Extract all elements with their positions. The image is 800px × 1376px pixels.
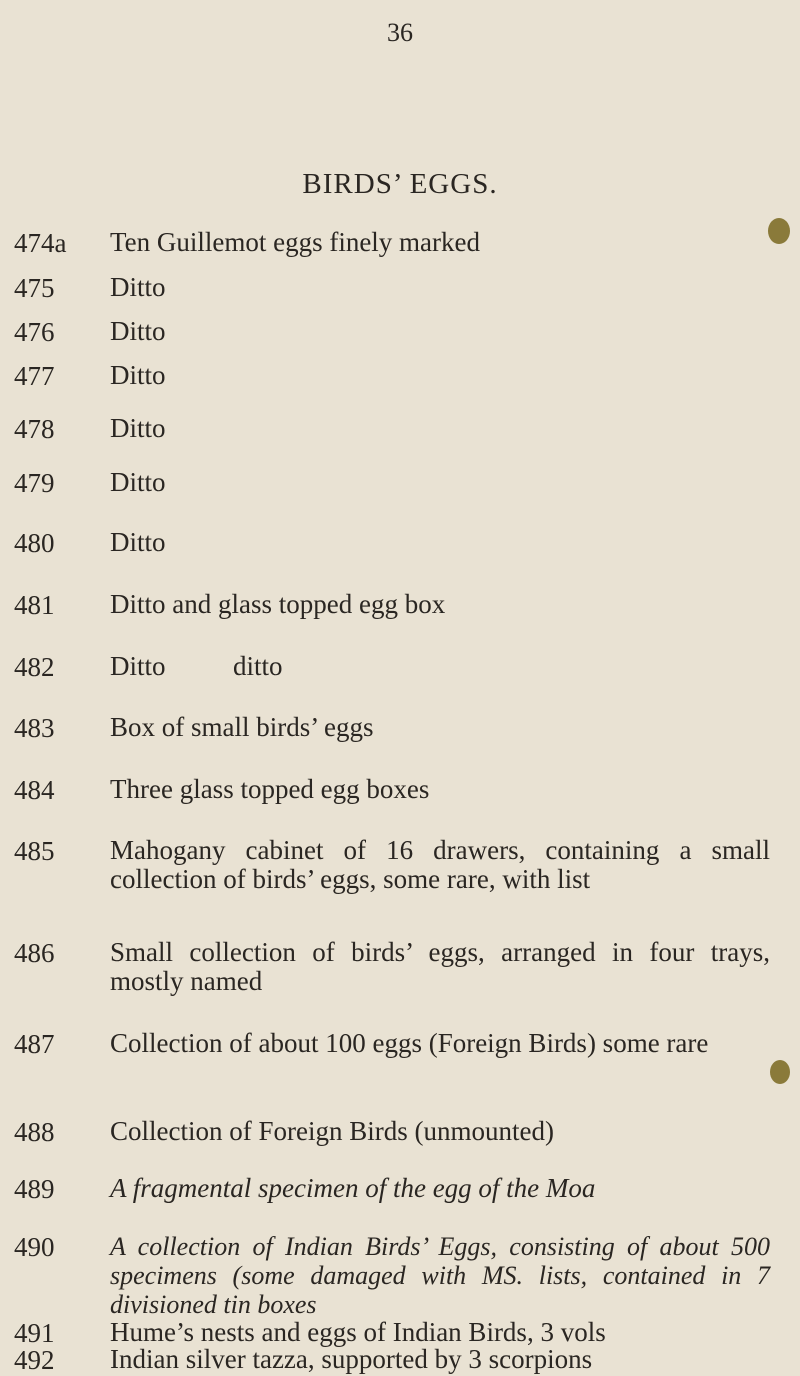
lot-description: Ditto	[110, 413, 166, 443]
lot-number: 482	[14, 652, 55, 682]
lot-number: 485	[14, 836, 55, 866]
lot-description: Indian silver tazza, supported by 3 scorpions	[110, 1344, 593, 1374]
lot-number: 476	[14, 317, 55, 347]
lot-number: 491	[14, 1318, 55, 1348]
lot-description: Ditto and glass topped egg box	[110, 589, 446, 619]
lot-number: 479	[14, 468, 55, 498]
lot-description: Hume’s nests and eggs of Indian Birds, 3 vols	[110, 1317, 606, 1347]
lot-number: 489	[14, 1174, 55, 1204]
lot-number: 475	[14, 273, 55, 303]
lot-description: Three glass topped egg boxes	[110, 774, 430, 804]
lot-description: Ten Guillemot eggs finely marked	[110, 227, 481, 257]
lot-description: Collection of about 100 eggs (Foreign Birds) some rare	[110, 1028, 709, 1058]
lot-number: 490	[14, 1232, 55, 1262]
lot-number: 483	[14, 713, 55, 743]
lot-description: Mahogany cabinet of 16 drawers, containing a small collection of birds’ eggs, some rare, with list	[110, 835, 770, 894]
page-number: 36	[387, 18, 413, 47]
lot-number: 480	[14, 528, 55, 558]
lot-description: Ditto ditto	[110, 651, 283, 681]
lot-number: 488	[14, 1117, 55, 1147]
lot-description: Box of small birds’ eggs	[110, 712, 374, 742]
lot-number: 474a	[14, 228, 67, 258]
lot-number: 477	[14, 361, 55, 391]
section-heading: BIRDS’ EGGS.	[302, 168, 498, 200]
lot-number: 478	[14, 414, 55, 444]
paper-stain	[770, 1060, 790, 1084]
lot-number: 481	[14, 590, 55, 620]
lot-description: Collection of Foreign Birds (unmounted)	[110, 1116, 554, 1146]
paper-stain	[768, 218, 790, 244]
lot-description: Ditto	[110, 316, 166, 346]
lot-description: Ditto	[110, 272, 166, 302]
lot-number: 487	[14, 1029, 55, 1059]
lot-number: 484	[14, 775, 55, 805]
lot-description: Small collection of birds’ eggs, arranged in four trays, mostly named	[110, 937, 770, 996]
lot-description: A collection of Indian Birds’ Eggs, consisting of about 500 specimens (some damaged with MS. lists, contained in 7 divisioned tin boxes	[110, 1232, 770, 1319]
lot-description: Ditto	[110, 360, 166, 390]
lot-description: Ditto	[110, 467, 166, 497]
lot-description: A fragmental specimen of the egg of the Moa	[110, 1173, 596, 1203]
lot-number: 486	[14, 938, 55, 968]
lot-number: 492	[14, 1345, 55, 1375]
lot-description: Ditto	[110, 527, 166, 557]
